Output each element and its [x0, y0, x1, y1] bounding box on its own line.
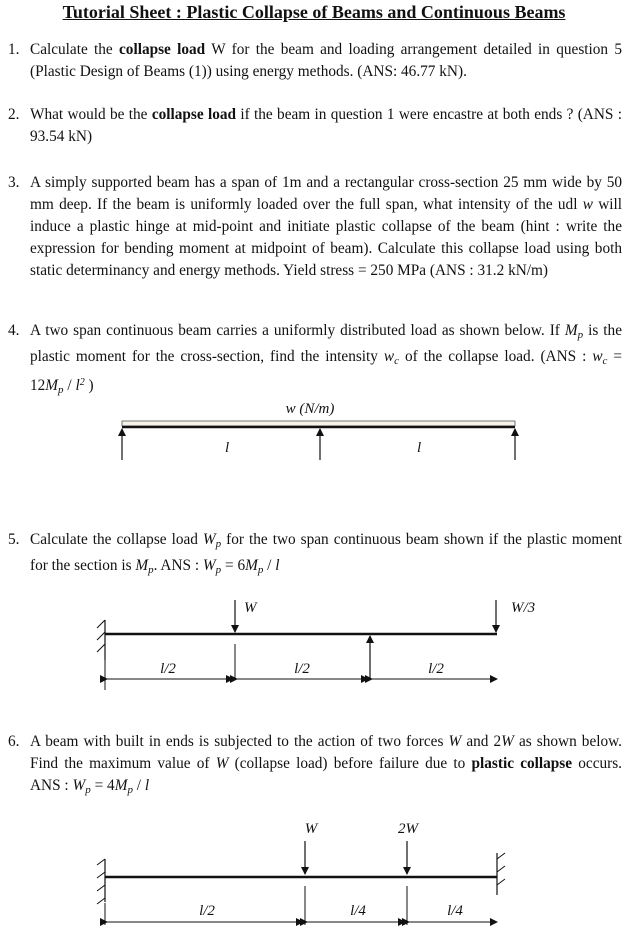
load-label-2w: 2W	[398, 821, 418, 837]
text-segment: 2	[79, 377, 85, 388]
dim-label-2: l/2	[294, 661, 310, 677]
span-label-1: l	[225, 440, 230, 456]
text-segment: l	[144, 777, 150, 794]
text-segment: and 2	[461, 733, 502, 750]
text-segment: M	[114, 777, 128, 794]
text-segment: A two span continuous beam carries a uniformly distributed load as shown below. If	[30, 322, 565, 339]
text-segment: M	[564, 322, 578, 339]
text-segment: c	[602, 355, 608, 367]
text-segment: /	[263, 557, 276, 574]
dim-label-2: l/4	[350, 903, 366, 919]
text-segment: W	[202, 531, 216, 548]
text-segment: /	[132, 777, 145, 794]
text-segment: of the collapse load. (ANS :	[399, 348, 593, 365]
text-segment: W	[215, 755, 229, 772]
text-segment: l	[75, 377, 80, 394]
text-segment: . ANS :	[153, 557, 203, 574]
dim-label-1: l/2	[160, 661, 176, 677]
question-number: 3.	[8, 174, 20, 191]
text-segment: p	[257, 564, 264, 576]
question-number: 4.	[8, 322, 20, 339]
text-segment: p	[58, 384, 64, 396]
udl-load-band	[122, 421, 515, 426]
text-segment: M	[45, 377, 59, 394]
text-segment: as shown below. Find the maximum value of	[30, 733, 623, 772]
dim-label-3: l/4	[447, 903, 463, 919]
text-segment: p	[85, 784, 91, 796]
text-segment: p	[215, 538, 222, 550]
dim-label-1: l/2	[199, 903, 215, 919]
load-label-w: W	[304, 821, 318, 837]
text-segment: What would be the	[30, 106, 152, 123]
span-label-2: l	[417, 440, 422, 456]
udl-label: w (N/m)	[285, 401, 335, 417]
text-segment: l	[275, 557, 280, 574]
text-segment: if the beam in question 1 were encastre at both ends ? (ANS : 93.54 kN)	[30, 106, 622, 145]
text-segment: W	[202, 557, 216, 574]
text-segment: = 4	[90, 777, 115, 794]
text-segment: M	[135, 557, 149, 574]
text-segment: W	[501, 733, 514, 750]
text-segment: occurs. ANS :	[30, 755, 623, 794]
text-segment: M	[245, 557, 258, 574]
text-segment: w	[592, 348, 603, 365]
diagram-two-span-udl	[122, 401, 515, 460]
question-number: 1.	[8, 41, 20, 58]
text-segment: p	[215, 564, 222, 576]
text-segment: plastic collapse	[471, 755, 573, 772]
load-label-w3: W/3	[511, 600, 536, 616]
text-segment: )	[84, 377, 94, 394]
dim-label-3: l/2	[428, 661, 444, 677]
text-segment: A simply supported beam has a span of 1m and a rectangular cross-section 25 mm wide by 50 mm deep. If the beam is uniformly loaded over the full span, what intensity of the udl	[30, 174, 622, 213]
diagram-propped-overhang	[97, 600, 535, 690]
question-number: 2.	[8, 106, 20, 123]
text-segment: c	[394, 355, 399, 367]
text-segment: is the plastic moment for the cross-section, find the intensity	[30, 322, 622, 365]
text-segment: Calculate the collapse load	[30, 531, 203, 548]
text-segment: Calculate the	[30, 41, 120, 58]
text-segment: (collapse load) before failure due to	[228, 755, 472, 772]
text-segment: collapse load	[151, 106, 237, 123]
text-segment: /	[63, 377, 76, 394]
load-label-w: W	[244, 600, 257, 616]
question-number: 6.	[8, 733, 20, 750]
text-segment: collapse load	[119, 41, 206, 58]
text-segment: w	[383, 348, 395, 365]
text-segment: for the two span continuous beam shown if the plastic moment for the section is	[30, 531, 623, 574]
text-segment: A beam with built in ends is subjected to the action of two forces	[30, 733, 449, 750]
text-segment: W for the beam and loading arrangement detailed in question 5 (Plastic Design of Beams (1)) using energy methods. (ANS: 46.77 kN).	[30, 41, 622, 80]
diagram-fixed-fixed-beam	[97, 821, 505, 925]
text-segment: W	[72, 777, 86, 794]
text-segment: will induce a plastic hinge at mid-point and initiate plastic collapse of the beam (hint : write the expression for bending moment at midpoint of beam). Calculate this collapse load using both static determinancy and energy methods. Yield stress = 250 MPa (ANS : 31.2 kN/m)	[30, 196, 622, 279]
text-segment: = 6	[221, 557, 246, 574]
text-segment: = 12	[30, 348, 622, 394]
page-title: Tutorial Sheet : Plastic Collapse of Beams and Continuous Beams	[62, 2, 566, 22]
text-segment: p	[148, 564, 154, 576]
text-segment: w	[582, 196, 593, 213]
text-segment: p	[127, 784, 133, 796]
question-number: 5.	[8, 531, 20, 548]
fixed-support-hatch	[97, 620, 105, 652]
text-segment: W	[448, 733, 462, 750]
text-segment: p	[577, 329, 584, 341]
